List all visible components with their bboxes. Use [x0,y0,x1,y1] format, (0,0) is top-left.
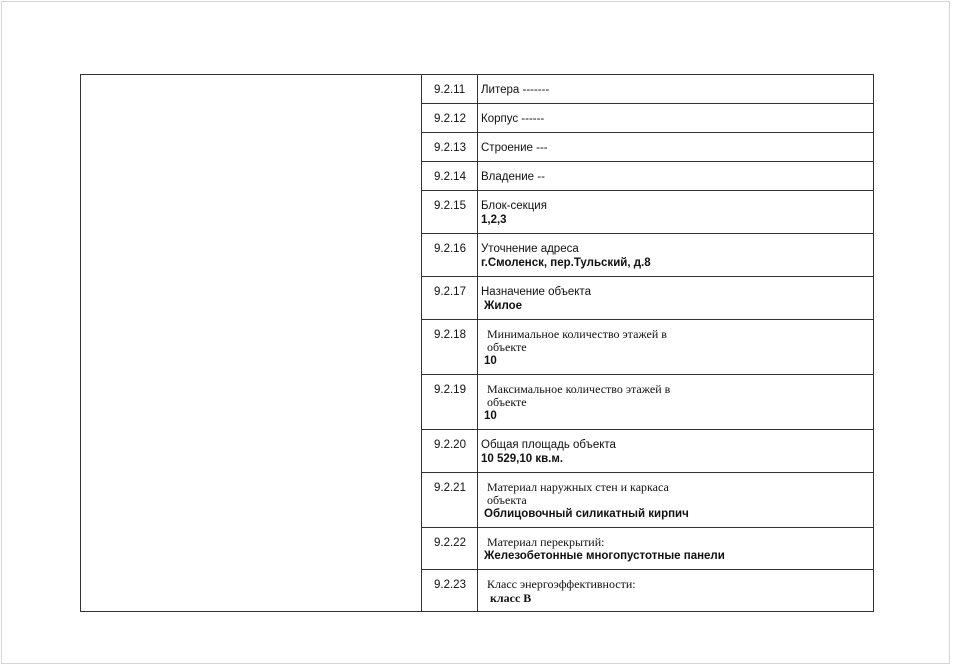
row-value: Жилое [484,300,523,312]
row-content [478,191,874,234]
row-label: Материал перекрытий: [487,535,605,549]
row-value: Железобетонные многопустотные панели [484,550,725,562]
row-content [478,277,874,320]
left-blank-cell [81,75,422,612]
row-content [478,570,874,612]
row-content [478,75,874,104]
row-label-line1: Максимальное количество этажей в [487,382,671,396]
row-number: 9.2.19 [422,375,478,430]
row-number: 9.2.18 [422,320,478,375]
row-value: 1,2,3 [481,214,507,226]
row-label [481,383,869,409]
row-content [478,162,874,191]
row-label: Строение --- [481,142,548,154]
row-label-line1: Материал наружных стен и каркаса [487,480,669,494]
row-content [478,528,874,570]
row-label: Литера ------- [481,84,550,96]
row-number: 9.2.23 [422,570,478,612]
row-number: 9.2.21 [422,473,478,528]
row-content [478,104,874,133]
row-label: Уточнение адреса [481,243,579,255]
row-label: Владение -- [481,171,545,183]
row-number: 9.2.17 [422,277,478,320]
row-number: 9.2.13 [422,133,478,162]
row-value: 10 [484,355,497,367]
row-number: 9.2.20 [422,430,478,473]
row-number: 9.2.16 [422,234,478,277]
row-label: Класс энергоэффективности: [487,577,636,591]
row-content [478,375,874,430]
row-label-line1: Минимальное количество этажей в [487,327,667,341]
row-content [478,133,874,162]
row-label-line2: объекта [487,493,527,507]
row-content [478,430,874,473]
row-content [478,234,874,277]
row-number: 9.2.15 [422,191,478,234]
row-number: 9.2.11 [422,75,478,104]
row-number: 9.2.22 [422,528,478,570]
row-label: Блок-секция [481,200,547,212]
row-label: Общая площадь объекта [481,439,616,451]
row-label-line2: объекте [487,395,527,409]
row-number: 9.2.12 [422,104,478,133]
row-value: 10 529,10 кв.м. [481,453,564,465]
row-label: Корпус ------ [481,113,545,125]
row-number: 9.2.14 [422,162,478,191]
row-value: 10 [484,410,497,422]
row-value: г.Смоленск, пер.Тульский, д.8 [481,257,651,269]
row-label: Назначение объекта [481,286,591,298]
row-value: класс B [490,591,532,605]
table-row [81,75,874,104]
row-content [478,473,874,528]
row-value: Облицовочный силикатный кирпич [484,508,689,520]
row-label-line2: объекте [487,340,527,354]
object-characteristics-table [80,74,874,612]
row-label [481,481,869,507]
row-content [478,320,874,375]
row-label [481,328,869,354]
